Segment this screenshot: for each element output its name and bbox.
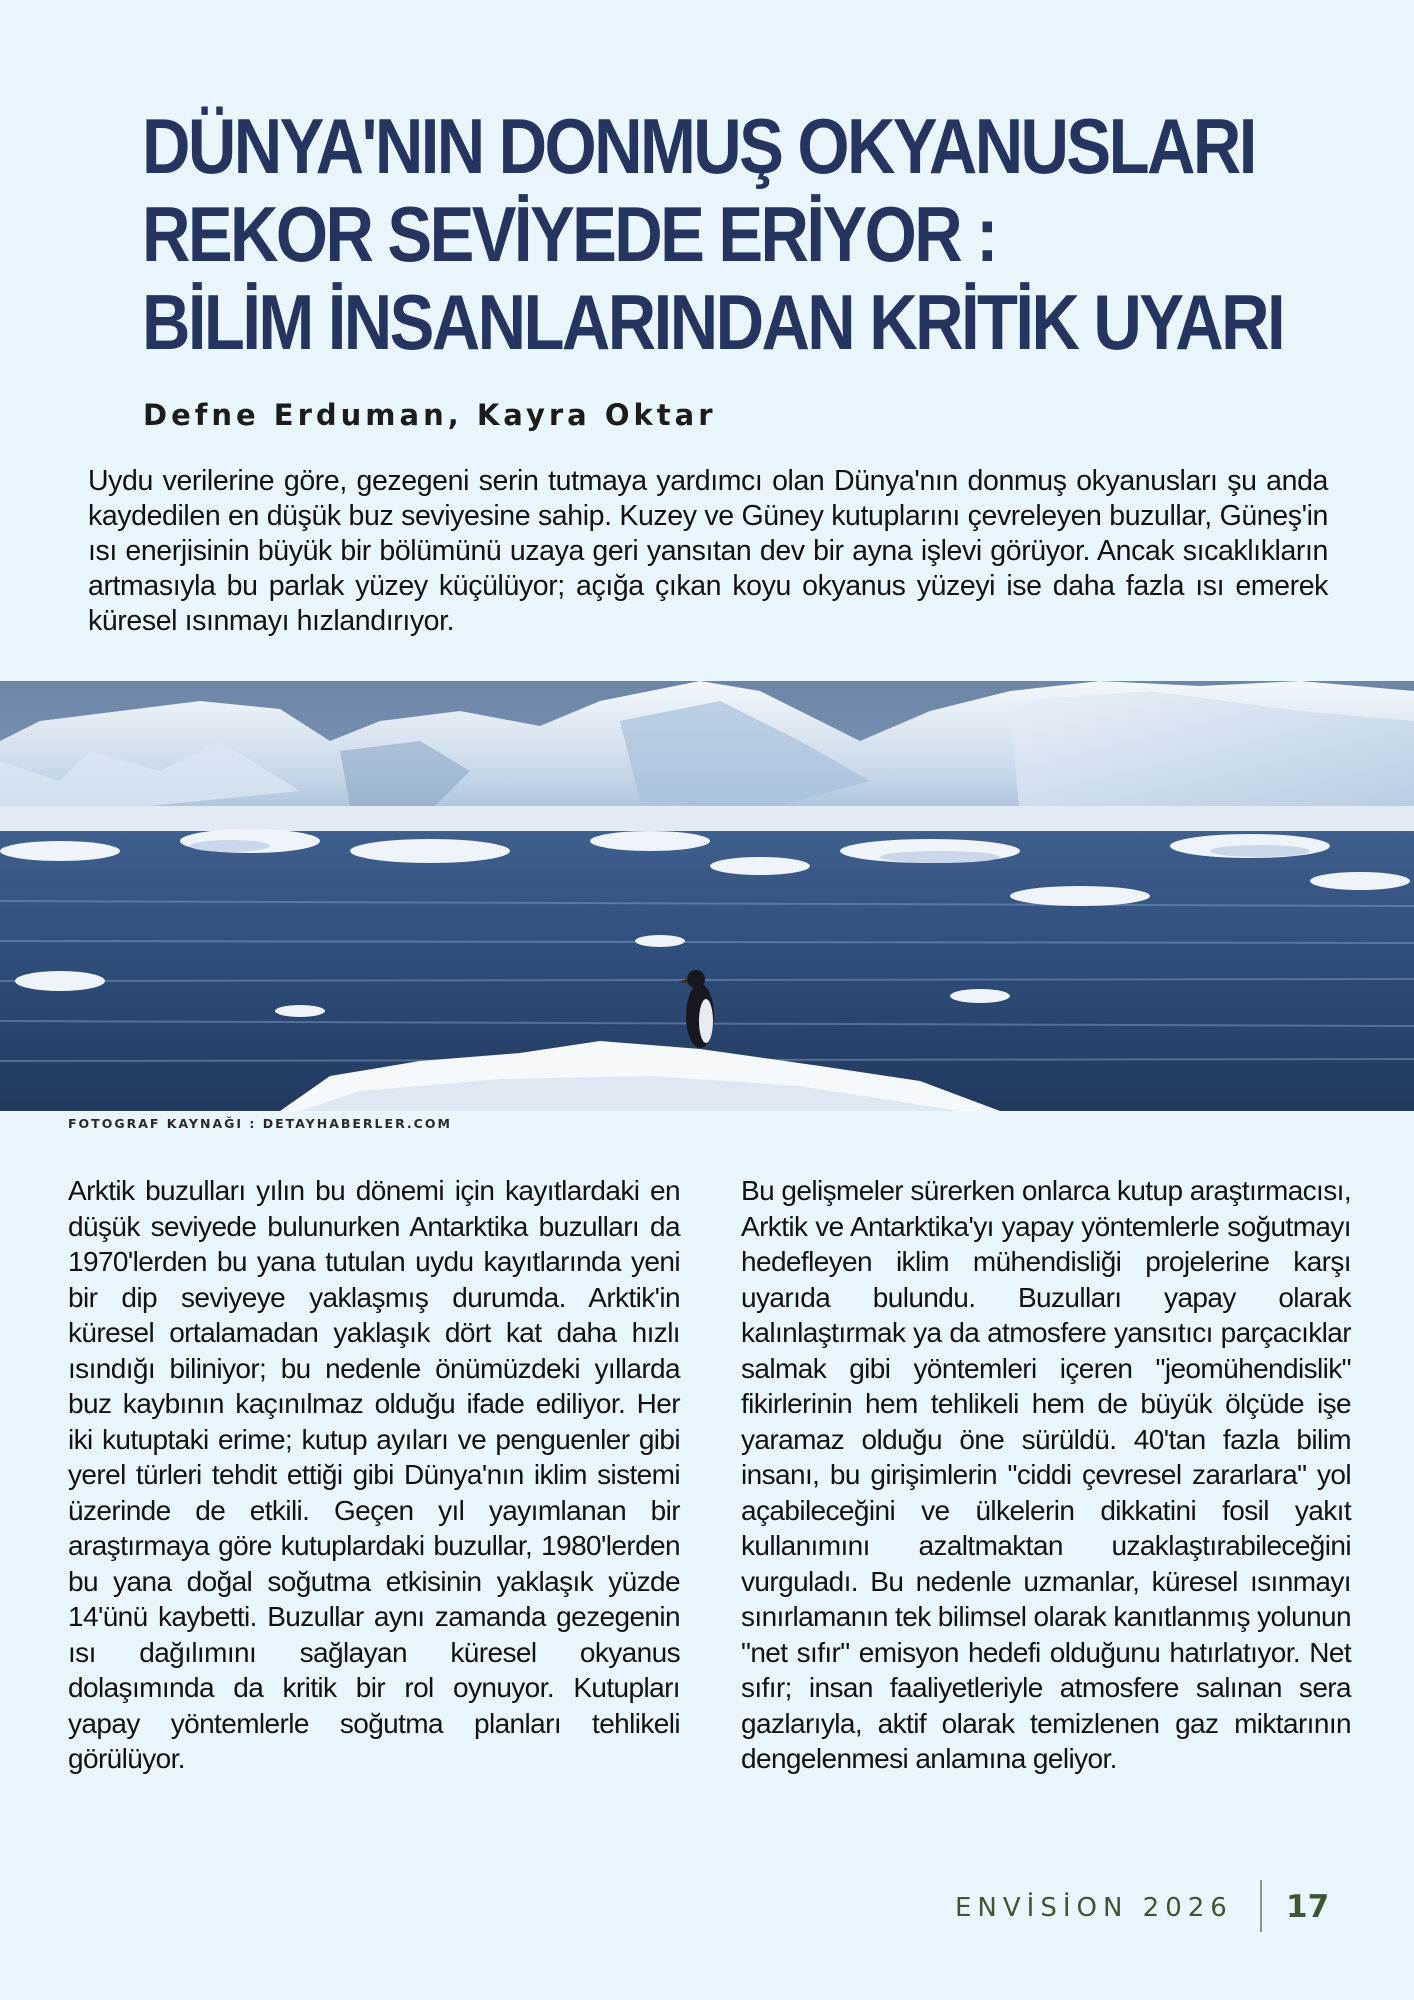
article-title — [142, 102, 1284, 366]
iceberg-penguin-photo — [0, 681, 1414, 1111]
article-photo — [0, 681, 1414, 1111]
title-line-1: DÜNYA'NIN DONMUŞ OKYANUSLARI — [142, 102, 1255, 190]
footer-divider — [1260, 1880, 1262, 1932]
title-line-2: REKOR SEVİYEDE ERİYOR : — [142, 190, 996, 278]
title-line-3: BİLİM İNSANLARINDAN KRİTİK UYARI — [142, 278, 1284, 366]
article-column-left: Arktik buzulları yılın bu dönemi için kayıtlardaki en düşük seviyede bulunurken Antarktika buzulları da 1970'lerden bu yana tutulan uydu kayıtlarında yeni bir dip seviyeye yaklaşmış durumda. Arktik'in küresel ortalamadan yaklaşık dört kat daha hızlı ısındığı biliniyor; bu nedenle önümüzdeki yıllarda buz kaybının kaçınılmaz olduğu ifade ediliyor. Her iki kutuptaki erime; kutup ayıları ve penguenler gibi yerel türleri tehdit ettiği gibi Dünya'nın iklim sistemi üzerinde de etkili. Geçen yıl yayımlanan bir araştırmaya göre kutuplardaki buzullar, 1980'lerden bu yana doğal soğutma etkisinin yaklaşık yüzde 14'ünü kaybetti. Buzullar aynı zamanda gezegenin ısı dağılımını sağlayan küresel okyanus dolaşımında da kritik bir rol oynuyor. Kutupları yapay yöntemlerle soğutma planları tehlikeli görülüyor. — [68, 1175, 680, 1774]
article-intro: Uydu verilerine göre, gezegeni serin tutmaya yardımcı olan Dünya'nın donmuş okyanusları şu anda kaydedilen en düşük buz seviyesine sahip. Kuzey ve Güney kutuplarını çevreleyen buzullar, Güneş'in ısı enerjisinin büyük bir bölümünü uzaya geri yansıtan dev bir ayna işlevi görüyor. Ancak sıcaklıkların artmasıyla bu parlak yüzey küçülüyor; açığa çıkan koyu okyanus yüzeyi ise daha fazla ısı emerek küresel ısınmayı hızlandırıyor. — [88, 465, 1328, 637]
article-authors: Defne Erduman, Kayra Oktar — [143, 398, 717, 432]
article-column-right: Bu gelişmeler sürerken onlarca kutup araştırmacısı, Arktik ve Antarktika'yı yapay yöntemlerle soğutmayı hedefleyen iklim mühendisliği projelerine karşı uyarıda bulundu. Buzulları yapay olarak kalınlaştırmak ya da atmosfere yansıtıcı parçacıklar salmak gibi yöntemleri içeren "jeomühendislik" fikirlerinin hem tehlikeli hem de büyük ölçüde işe yaramaz olduğu öne sürüldü. 40'tan fazla bilim insanı, bu girişimlerin "ciddi çevresel zararlara" yol açabileceğini ve ülkelerin dikkatini fosil yakıt kullanımını azaltmaktan uzaklaştırabileceğini vurguladı. Bu nedenle uzmanlar, küresel ısınmayı sınırlamanın tek bilimsel olarak kanıtlanmış yolunun "net sıfır" emisyon hedefi olduğunu hatırlatıyor. Net sıfır; insan faaliyetleriyle atmosfere salınan sera gazlarıyla, aktif olarak temizlenen gaz miktarının dengelenmesi anlamına geliyor. — [741, 1175, 1351, 1774]
photo-caption: FOTOGRAF KAYNAĞI : DETAYHABERLER.COM — [68, 1116, 452, 1131]
page-number: 17 — [1286, 1889, 1330, 1925]
magazine-brand: ENVİSİON 2026 — [955, 1893, 1233, 1923]
